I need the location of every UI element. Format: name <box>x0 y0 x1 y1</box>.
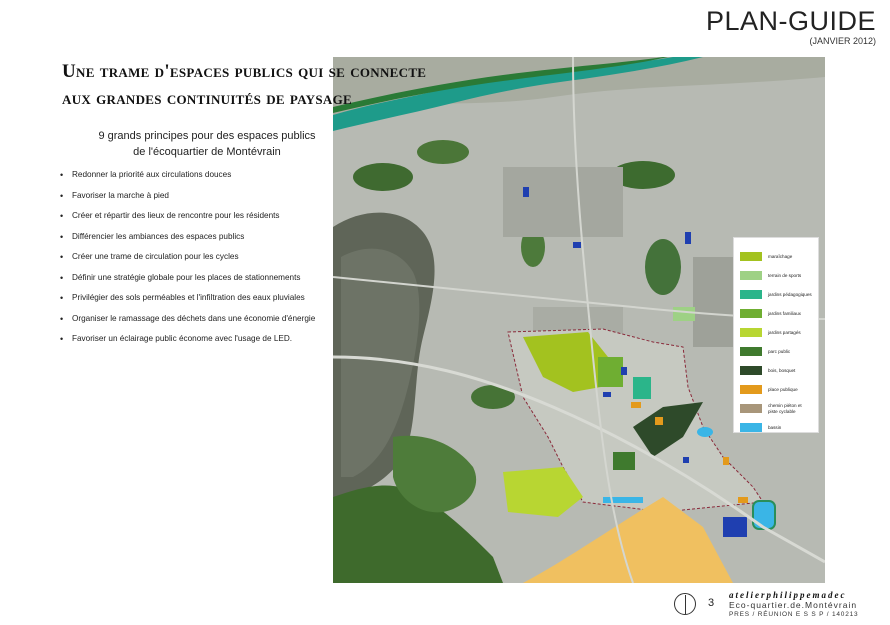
legend-swatch <box>740 309 762 318</box>
subtitle-line-2: de l'écoquartier de Montévrain <box>133 146 281 158</box>
page-number: 3 <box>708 597 715 609</box>
main-title-line-2: aux grandes continuités de paysage <box>62 88 352 109</box>
principle-item: • Favoriser la marche à pied <box>60 191 335 201</box>
principle-item: • Organiser le ramassage des déchets dans une économie d'énergie <box>60 314 335 324</box>
principles-subtitle <box>62 128 352 160</box>
legend-label: bassin <box>768 424 782 430</box>
legend-label: place publique <box>768 386 798 392</box>
legend-label: chemin piéton et piste cyclable <box>768 403 802 414</box>
legend-item <box>740 266 812 285</box>
legend-label: parc public <box>768 348 791 354</box>
legend-label: jardins partagés <box>768 329 801 335</box>
main-title-line-1: Une trame d'espaces publics qui se connecte <box>62 61 427 82</box>
project-name: Eco-quartier.de.Montévrain <box>729 600 858 610</box>
legend-swatch <box>740 347 762 356</box>
principle-item: • Créer une trame de circulation pour les cycles <box>60 252 335 262</box>
principle-item: • Définir une stratégie globale pour les places de stationnements <box>60 273 335 283</box>
principle-item: • Créer et répartir des lieux de rencontre pour les résidents <box>60 211 335 221</box>
legend-item <box>740 418 812 437</box>
clock-icon <box>674 593 696 615</box>
legend-label: jardins pédagogiques <box>768 291 812 297</box>
legend-swatch <box>740 404 762 413</box>
legend-swatch <box>740 328 762 337</box>
meeting-reference: PRES / RÉUNION E S S P / 140213 <box>729 611 859 618</box>
legend-item <box>740 247 812 266</box>
legend-swatch <box>740 423 762 432</box>
legend-swatch <box>740 252 762 261</box>
legend-item <box>740 323 812 342</box>
legend-swatch <box>740 366 762 375</box>
principle-item: • Privilégier des sols perméables et l'infiltration des eaux pluviales <box>60 293 335 303</box>
subtitle-line-1: 9 grands principes pour des espaces publics <box>98 130 316 142</box>
main-title <box>62 58 462 112</box>
legend-item <box>740 361 812 380</box>
legend-label: bois, bosquet <box>768 367 796 373</box>
studio-name: atelierphilippemadec <box>729 590 847 600</box>
legend-item <box>740 380 812 399</box>
legend-swatch <box>740 385 762 394</box>
header <box>706 6 876 46</box>
legend-label: jardins familiaux <box>768 310 801 316</box>
legend-item <box>740 285 812 304</box>
principle-item: • Différencier les ambiances des espaces publics <box>60 232 335 242</box>
principle-item: • Redonner la priorité aux circulations douces <box>60 170 335 180</box>
principles-list <box>60 170 335 355</box>
legend-item <box>740 304 812 323</box>
plan-guide-date: (JANVIER 2012) <box>809 36 876 46</box>
map-legend <box>733 237 819 433</box>
legend-label: maraîchage <box>768 253 793 259</box>
legend-label: terrain de sports <box>768 272 802 278</box>
principle-item: • Favoriser un éclairage public économe avec l'usage de LED. <box>60 334 335 344</box>
legend-item <box>740 399 812 418</box>
plan-guide-title: PLAN-GUIDE <box>705 6 876 36</box>
footer-credits <box>729 590 879 619</box>
legend-swatch <box>740 271 762 280</box>
legend-item <box>740 342 812 361</box>
legend-swatch <box>740 290 762 299</box>
